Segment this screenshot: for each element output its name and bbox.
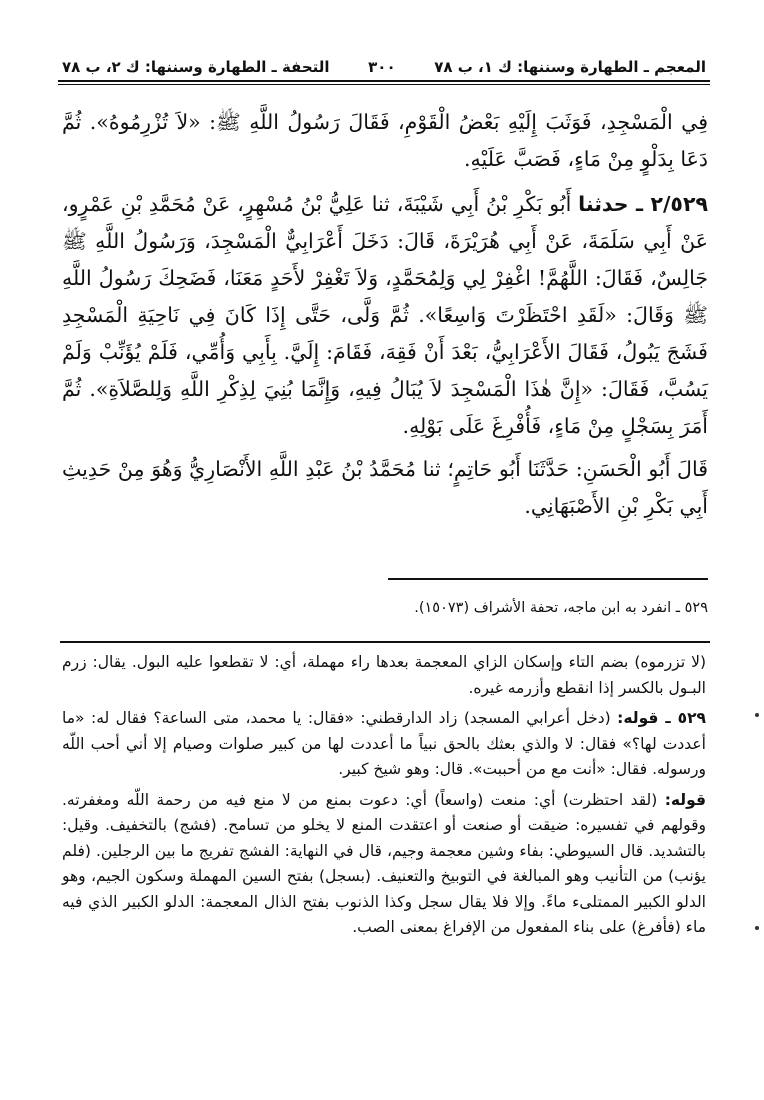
commentary-lead-3: قوله: — [664, 790, 706, 809]
hadith-text: أَبُو بَكْرِ بْنُ أَبِي شَيْبَةَ، ثنا عَلِيُّ بْنُ مُسْهِرٍ، عَنْ مُحَمَّدِ بْنِ عَمْرٍو، عَنْ أَبِي سَلَمَةَ، عَنْ أَبِي هُرَيْرَةَ، قَالَ: دَخَلَ أَعْرَابِيٌّ الْمَسْجِدَ، وَرَسُولُ اللَّهِ ﷺ جَالِسٌ، فَقَالَ: اللَّهُمَّ! اغْفِرْ لِي وَلِمُحَمَّدٍ، وَلاَ تَغْفِرْ لأَحَدٍ مَعَنَا، فَضَحِكَ رَسُولُ اللَّهِ ﷺ وَقَالَ: «لَقَدِ احْتَظَرْتَ وَاسِعًا». ثُمَّ وَلَّى، حَتَّى إِذَا كَانَ فِي نَاحِيَةِ الْمَسْجِدِ فَشَجَ يَبُولُ، فَقَالَ الأَعْرَابِيُّ، بَعْدَ أَنْ فَقِهَ، فَقَامَ: إِلَيَّ. بِأَبِي وَأُمِّي، فَلَمْ يُؤَنِّبْ وَلَمْ يَسُبَّ، فَقَالَ: «إِنَّ هٰذَا الْمَسْجِدَ لاَ يُبَالُ فِيهِ، وَإِنَّمَا بُنِيَ لِذِكْرِ اللَّهِ وَلِلصَّلاَةِ». ثُمَّ أَمَرَ بِسَجْلٍ مِنْ مَاءٍ، فَأُفْرِغَ عَلَى بَوْلِهِ. — [62, 192, 708, 438]
commentary — [62, 650, 706, 946]
page-number: ٣٠٠ — [368, 58, 396, 76]
intro-paragraph: فِي الْمَسْجِدِ، فَوَثَبَ إِلَيْهِ بَعْضُ الْقَوْمِ، فَقَالَ رَسُولُ اللَّهِ ﷺ: «لاَ تُزْرِمُوهُ». ثُمَّ دَعَا بِدَلْوٍ مِنْ مَاءٍ، فَصَبَّ عَلَيْهِ. — [62, 110, 708, 171]
commentary-rule — [60, 641, 710, 643]
header-rule — [58, 80, 710, 85]
hadith-paragraph — [62, 186, 708, 445]
commentary-text-2: (دخل أعرابي المسجد) زاد الدارقطني: «فقال: يا محمد، متى الساعة؟ فقال له: «ما أعددت لها؟» فقال: لا والذي بعثك بالحق نبياً ما أعددت لها من كبير صلوات وصيام إلا أني أحب اللّه ورسوله. فقال: «أنت مع من أحببت». قال: وهو شيخ كبير. — [62, 709, 706, 778]
commentary-paragraph-3 — [62, 788, 706, 941]
commentary-paragraph-1: (لا تزرموه) بضم التاء وإسكان الزاي المعجمة بعدها راء مهملة، أي: لا تقطعوا عليه البول. يقال: زرم البـول بالكسر إذا انقطع وأزرمه غيره. — [62, 653, 706, 697]
footnote: ٥٢٩ ـ انفرد به ابن ماجه، تحفة الأشراف (١٥٠٧٣). — [414, 600, 708, 616]
footnote-rule — [388, 578, 708, 580]
main-text — [62, 104, 708, 525]
running-header — [62, 46, 706, 76]
narrator-note: قَالَ أَبُو الْحَسَنِ: حَدَّثَنَا أَبُو حَاتِمٍ؛ ثنا مُحَمَّدُ بْنُ عَبْدِ اللَّهِ الأَنْصَارِيُّ وَهُوَ مِنْ حَدِيثِ أَبِي بَكْرِ بْنِ الأَصْبَهَانِي. — [62, 457, 708, 518]
commentary-lead-2: ٥٢٩ ـ قوله: — [617, 709, 706, 727]
header-right-title: المعجم ـ الطهارة وسننها: ك ١، ب ٧٨ — [434, 58, 706, 76]
hadith-number: ٢/٥٢٩ ـ حدثنا — [578, 192, 708, 216]
commentary-paragraph-2 — [62, 706, 706, 783]
header-left-title: التحفة ـ الطهارة وسننها: ك ٢، ب ٧٨ — [62, 58, 330, 76]
commentary-text-3: (لقد احتظرت) أي: منعت (واسعاً) أي: دعوت بمنع من لا منع فيه من رحمة اللّه ومغفرته. وقولهم في تفسيره: ضيقت أو صنعت أو اعتقدت المنع لا يخلو من تسامح. (فشج) بالتخفيف. وقيل: بالتشديد. قال السيوطي: بفاء وشين معجمة وجيم، قال في النهاية: الفشج تفريج ما بين الرجلين. (فلم يؤنب) من التأنيب وهو المبالغة في التوبيخ والتعنيف. (بسجل) بفتح السين المهملة وسكون الجيم، وهو الدلو الكبير الممتلىء ماءً. وإلا فلا يقال سجل وكذا الذنوب بفتح الذال المعجمة: الدلو الكبير الذي فيه ماء (فأفرغ) على بناء المفعول من الإفراغ بمعنى الصب. — [62, 790, 706, 936]
scan-speck — [755, 926, 759, 930]
scan-speck — [755, 713, 759, 717]
